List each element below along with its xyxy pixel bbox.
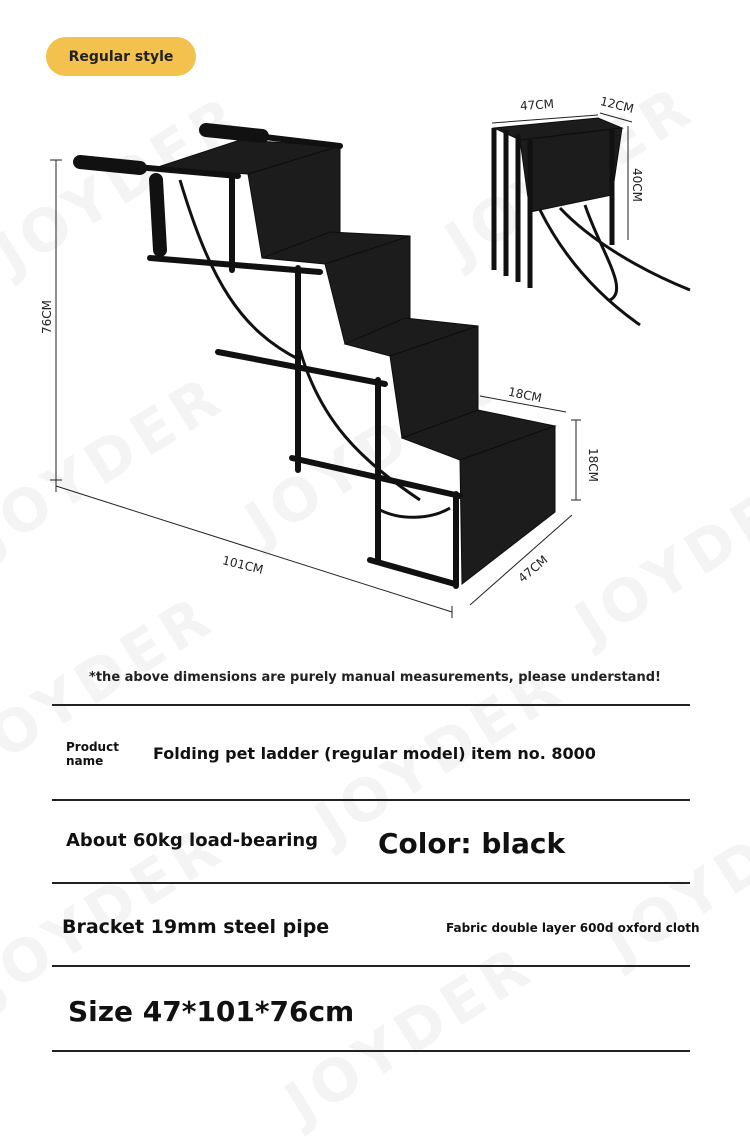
divider <box>52 965 690 967</box>
height-dimension-label: 76CM <box>40 299 55 335</box>
step-depth-dimension-label: 18CM <box>506 384 544 406</box>
style-badge: Regular style <box>46 37 196 76</box>
product-name-label: Product name <box>66 740 119 768</box>
divider <box>52 704 690 706</box>
size-spec: Size 47*101*76cm <box>68 995 355 1028</box>
folded-height-dimension-label: 40CM <box>630 167 645 203</box>
divider <box>52 799 690 801</box>
folded-thickness-dimension-label: 12CM <box>598 94 636 116</box>
measurement-note: *the above dimensions are purely manual measurements, please understand! <box>89 670 661 685</box>
divider <box>52 882 690 884</box>
depth-dimension-label: 47CM <box>515 552 551 586</box>
divider <box>52 1050 690 1052</box>
watermark <box>593 771 750 977</box>
step-height-dimension-label: 18CM <box>586 447 601 483</box>
watermark <box>273 931 546 1137</box>
fabric-spec: Fabric double layer 600d oxford cloth <box>446 921 700 935</box>
color-spec: Color: black <box>378 827 566 860</box>
length-dimension-label: 101CM <box>220 553 265 577</box>
load-bearing-spec: About 60kg load-bearing <box>66 830 319 851</box>
pet-ladder-illustration <box>0 80 750 620</box>
bracket-spec: Bracket 19mm steel pipe <box>62 916 330 938</box>
folded-width-dimension-label: 47CM <box>519 96 555 114</box>
product-name-value: Folding pet ladder (regular model) item no. 8000 <box>153 744 596 763</box>
